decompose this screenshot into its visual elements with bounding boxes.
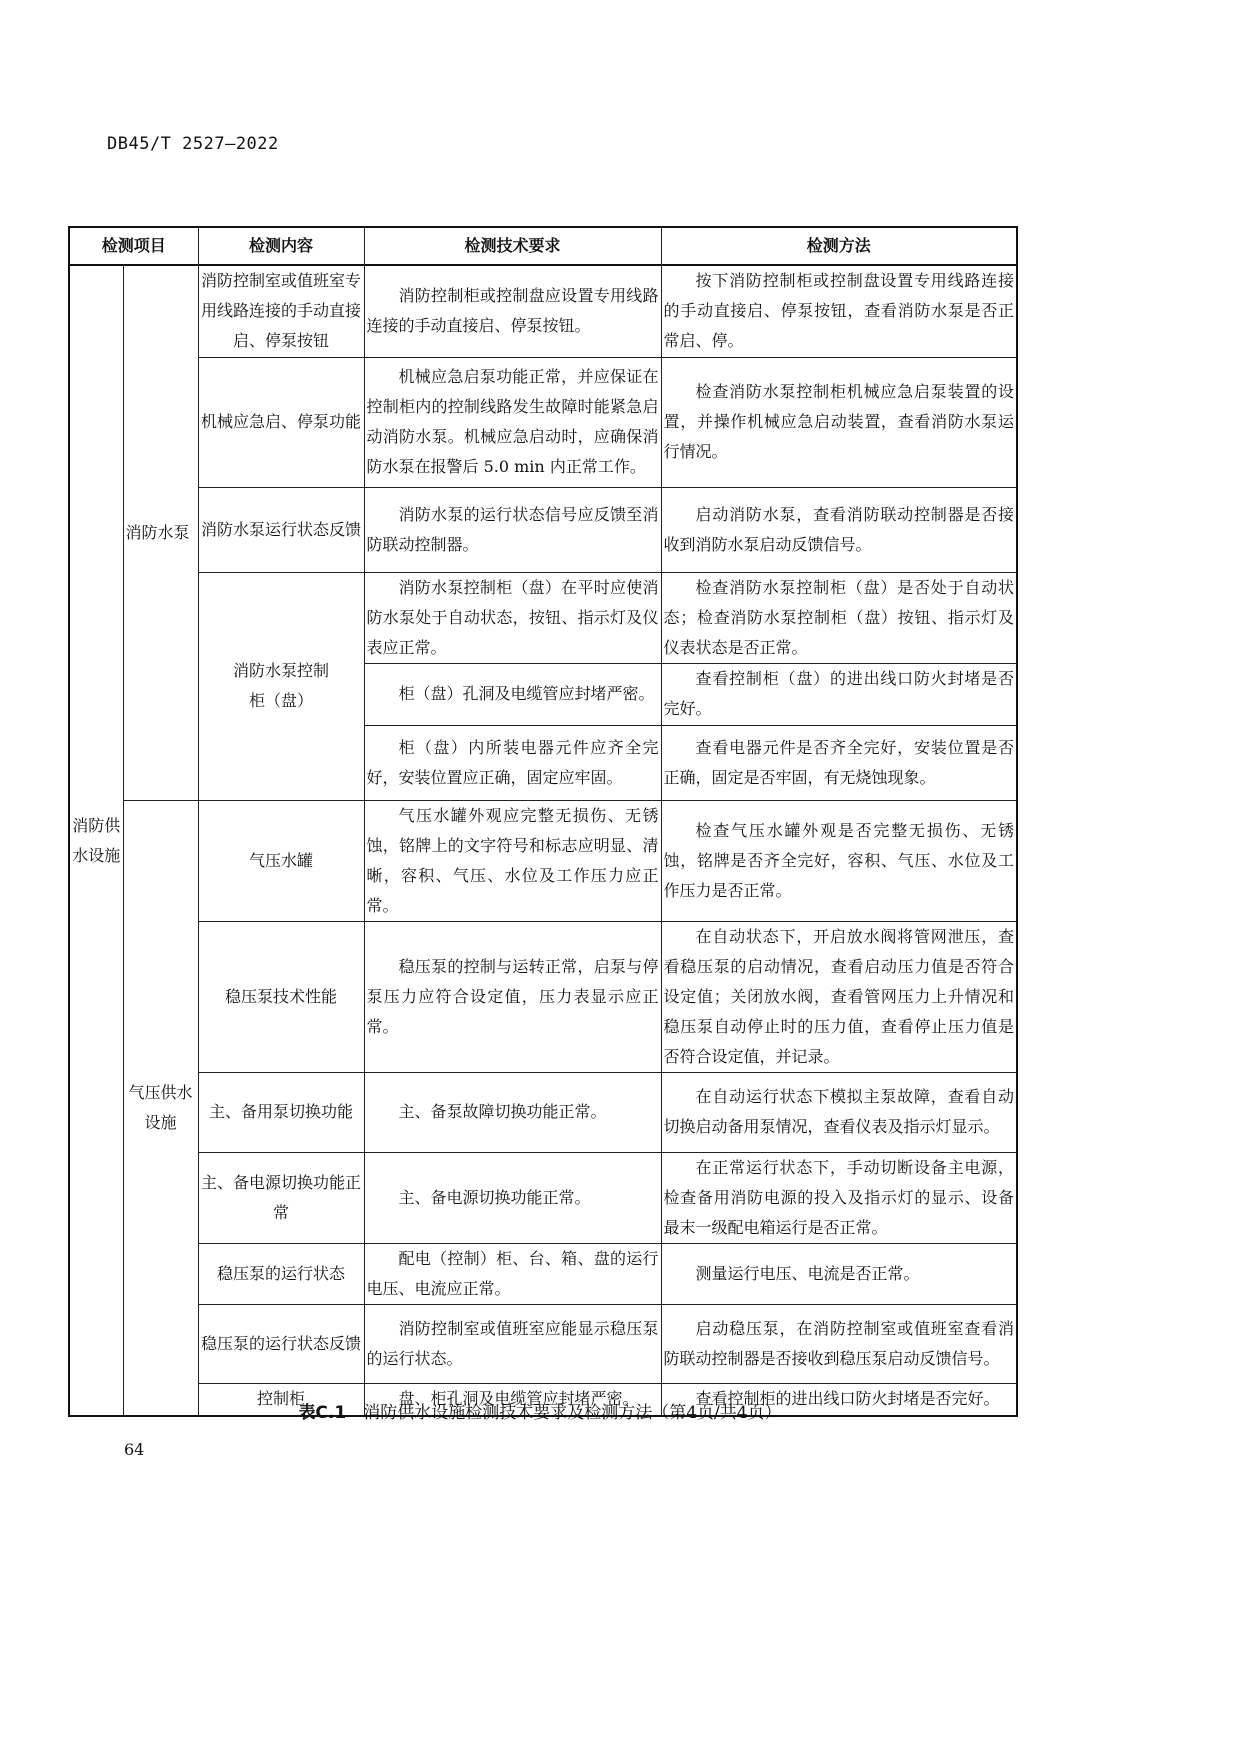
header-requirement: 检测技术要求: [364, 227, 661, 265]
method-cell: 查看电器元件是否齐全完好，安装位置是否正确，固定是否牢固，有无烧蚀现象。: [661, 725, 1017, 800]
inspection-table: [68, 226, 1018, 1417]
content-cell: 消防水泵运行状态反馈: [198, 487, 364, 572]
method-cell: 在自动运行状态下模拟主泵故障，查看自动切换启动备用泵情况，查看仪表及指示灯显示。: [661, 1072, 1017, 1152]
method-cell: 启动消防水泵，查看消防联动控制器是否接收到消防水泵启动反馈信号。: [661, 487, 1017, 572]
content-cell: 控制柜: [198, 1383, 364, 1416]
method-cell: 检查气压水罐外观是否完整无损伤、无锈蚀，铭牌是否齐全完好，容积、气压、水位及工作压力是否正常。: [661, 800, 1017, 921]
table-row: [69, 921, 1017, 1072]
method-cell: 在自动状态下，开启放水阀将管网泄压，查看稳压泵的启动情况，查看启动压力值是否符合设定值；关闭放水阀，查看管网压力上升情况和稳压泵自动停止时的压力值，查看停止压力值是否符合设定值，并记录。: [661, 921, 1017, 1072]
content-cell: 消防控制室或值班室专用线路连接的手动直接启、停泵按钮: [198, 265, 364, 357]
method-cell: 查看控制柜的进出线口防火封堵是否完好。: [661, 1383, 1017, 1416]
requirement-cell: 消防水泵的运行状态信号应反馈至消防联动控制器。: [364, 487, 661, 572]
content-cell: 气压水罐: [198, 800, 364, 921]
method-cell: 按下消防控制柜或控制盘设置专用线路连接的手动直接启、停泵按钮，查看消防水泵是否正常启、停。: [661, 265, 1017, 357]
method-cell: 测量运行电压、电流是否正常。: [661, 1243, 1017, 1304]
requirement-cell: 主、备泵故障切换功能正常。: [364, 1072, 661, 1152]
method-cell: 检查消防水泵控制柜机械应急启泵装置的设置，并操作机械应急启动装置，查看消防水泵运行情况。: [661, 357, 1017, 487]
requirement-cell: 气压水罐外观应完整无损伤、无锈蚀，铭牌上的文字符号和标志应明显、清晰，容积、气压、水位及工作压力应正常。: [364, 800, 661, 921]
table-row: [69, 265, 1017, 357]
requirement-cell: 配电（控制）柜、台、箱、盘的运行电压、电流应正常。: [364, 1243, 661, 1304]
content-cell: 机械应急启、停泵功能: [198, 357, 364, 487]
method-cell: 查看控制柜（盘）的进出线口防火封堵是否完好。: [661, 663, 1017, 725]
category-cell: 消防供水设施: [69, 265, 123, 1416]
table-row: [69, 572, 1017, 663]
table-row: [69, 1152, 1017, 1243]
content-cell: 主、备电源切换功能正常: [198, 1152, 364, 1243]
group-cell: 消防水泵: [123, 265, 198, 800]
page-number: 64: [124, 1440, 145, 1459]
content-cell: 稳压泵的运行状态反馈: [198, 1304, 364, 1383]
content-cell: 消防水泵控制柜（盘）: [198, 572, 364, 800]
header-content: 检测内容: [198, 227, 364, 265]
requirement-cell: 柜（盘）内所装电器元件应齐全完好，安装位置应正确，固定应牢固。: [364, 725, 661, 800]
requirement-cell: 主、备电源切换功能正常。: [364, 1152, 661, 1243]
table-row: [69, 1304, 1017, 1383]
requirement-cell: 消防控制室或值班室应能显示稳压泵的运行状态。: [364, 1304, 661, 1383]
requirement-cell: 稳压泵的控制与运转正常，启泵与停泵压力应符合设定值，压力表显示应正常。: [364, 921, 661, 1072]
method-cell: 检查消防水泵控制柜（盘）是否处于自动状态；检查消防水泵控制柜（盘）按钮、指示灯及仪表状态是否正常。: [661, 572, 1017, 663]
requirement-cell: 消防控制柜或控制盘应设置专用线路连接的手动直接启、停泵按钮。: [364, 265, 661, 357]
content-cell: 主、备用泵切换功能: [198, 1072, 364, 1152]
content-cell: 稳压泵技术性能: [198, 921, 364, 1072]
table-row: [69, 800, 1017, 921]
requirement-cell: 消防水泵控制柜（盘）在平时应使消防水泵处于自动状态，按钮、指示灯及仪表应正常。: [364, 572, 661, 663]
requirement-cell: 柜（盘）孔洞及电缆管应封堵严密。: [364, 663, 661, 725]
group-cell: 气压供水设施: [123, 800, 198, 1416]
table-caption: [0, 1398, 1080, 1423]
table-header-row: [69, 227, 1017, 265]
requirement-cell: 盘、柜孔洞及电缆管应封堵严密。: [364, 1383, 661, 1416]
method-cell: 在正常运行状态下，手动切断设备主电源，检查备用消防电源的投入及指示灯的显示、设备最末一级配电箱运行是否正常。: [661, 1152, 1017, 1243]
requirement-cell: 机械应急启泵功能正常，并应保证在控制柜内的控制线路发生故障时能紧急启动消防水泵。机械应急启动时，应确保消防水泵在报警后 5.0 min 内正常工作。: [364, 357, 661, 487]
caption-label: 表C.1: [298, 1403, 347, 1423]
method-cell: 启动稳压泵，在消防控制室或值班室查看消防联动控制器是否接收到稳压泵启动反馈信号。: [661, 1304, 1017, 1383]
table-row: [69, 357, 1017, 487]
header-item: 检测项目: [69, 227, 198, 265]
content-cell: 稳压泵的运行状态: [198, 1243, 364, 1304]
table-row: [69, 1243, 1017, 1304]
caption-text: 消防供水设施检测技术要求及检测方法（第4页/共4页）: [363, 1403, 782, 1423]
document-code: DB45/T 2527—2022: [107, 134, 279, 154]
table-row: [69, 487, 1017, 572]
table-row: [69, 1072, 1017, 1152]
header-method: 检测方法: [661, 227, 1017, 265]
